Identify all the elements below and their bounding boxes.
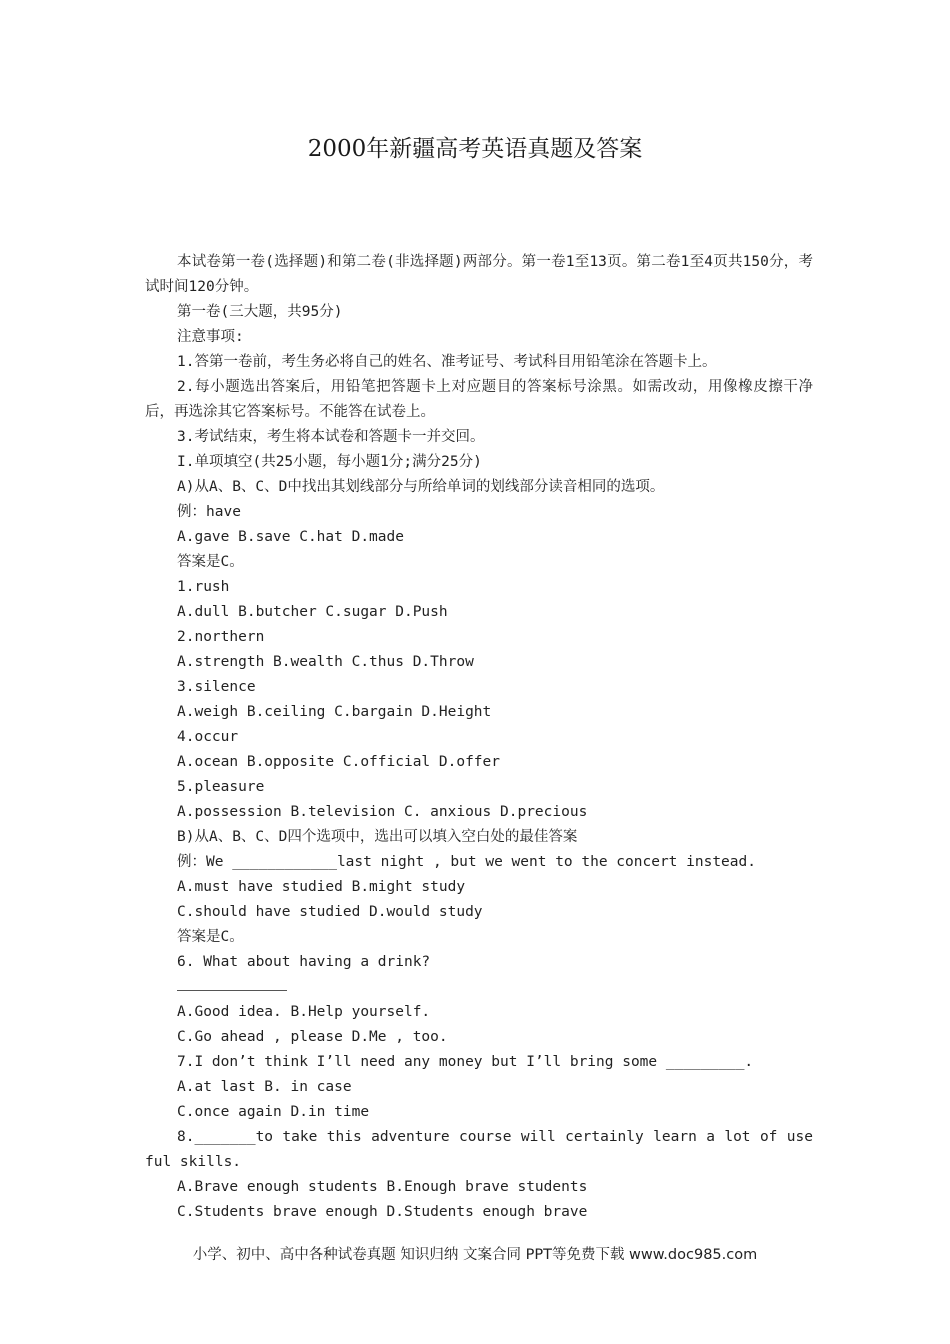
question-5-options: A.possession B.television C. anxious D.precious [177,804,588,820]
part-a-example: 例：have [177,504,241,520]
question-3: 3.silence [177,679,256,695]
question-6-options-2: C.Go ahead , please D.Me , too. [177,1029,448,1045]
question-8-options-2: C.Students brave enough D.Students enough brave [177,1204,588,1220]
question-8: 8._______to take this adventure course will certainly learn a lot of useful skills. [145,1129,813,1170]
question-7-options-2: C.once again D.in time [177,1104,370,1120]
section-heading: I.单项填空(共25小题，每小题1分;满分25分) [177,454,482,470]
question-4-options: A.ocean B.opposite C.official D.offer [177,754,501,770]
question-2-options: A.strength B.wealth C.thus D.Throw [177,654,474,670]
part-b-instruction: B)从A、B、C、D四个选项中，选出可以填入空白处的最佳答案 [177,829,578,845]
part-b-example-options-2: C.should have studied D.would study [177,904,483,920]
part-b-example-options-1: A.must have studied B.might study [177,879,466,895]
question-1: 1.rush [177,579,230,595]
question-5: 5.pleasure [177,779,265,795]
question-2: 2.northern [177,629,265,645]
part-b-example: 例：We ____________last night , but we went to the concert instead. [177,854,756,870]
question-7: 7.I don’t think I’ll need any money but I’ll bring some _________. [177,1054,754,1070]
question-8-options-1: A.Brave enough students B.Enough brave students [177,1179,588,1195]
notice-item-3: 3.考试结束，考生将本试卷和答题卡一并交回。 [177,429,485,445]
question-6-options-1: A.Good idea. B.Help yourself. [177,1004,431,1020]
part-a-example-options: A.gave B.save C.hat D.made [177,529,404,545]
notice-heading: 注意事项: [177,329,244,345]
intro-paragraph: 本试卷第一卷(选择题)和第二卷(非选择题)两部分。第一卷1至13页。第二卷1至4页共150分，考试时间120分钟。 [145,254,813,295]
page-footer: 小学、初中、高中各种试卷真题 知识归纳 文案合同 PPT等免费下载 www.doc985.com [192,1247,758,1263]
answer-blank-line [177,975,813,1000]
question-1-options: A.dull B.butcher C.sugar D.Push [177,604,448,620]
document-title: 2000年新疆高考英语真题及答案 [307,136,643,162]
part-a-example-answer: 答案是C。 [177,554,244,570]
part-a-instruction: A)从A、B、C、D中找出其划线部分与所给单词的划线部分读音相同的选项。 [177,479,665,495]
question-7-options-1: A.at last B. in case [177,1079,352,1095]
blank-rule [177,990,287,991]
question-6: 6. What about having a drink? [177,954,431,970]
notice-item-1: 1.答第一卷前，考生务必将自己的姓名、准考证号、考试科目用铅笔涂在答题卡上。 [177,354,717,370]
question-4: 4.occur [177,729,239,745]
notice-item-2: 2.每小题选出答案后，用铅笔把答题卡上对应题目的答案标号涂黑。如需改动，用像橡皮擦干净后，再选涂其它答案标号。不能答在试卷上。 [145,379,813,420]
volume-heading: 第一卷(三大题，共95分) [177,304,343,320]
document-body [145,250,813,1225]
part-b-example-answer: 答案是C。 [177,929,244,945]
question-3-options: A.weigh B.ceiling C.bargain D.Height [177,704,492,720]
